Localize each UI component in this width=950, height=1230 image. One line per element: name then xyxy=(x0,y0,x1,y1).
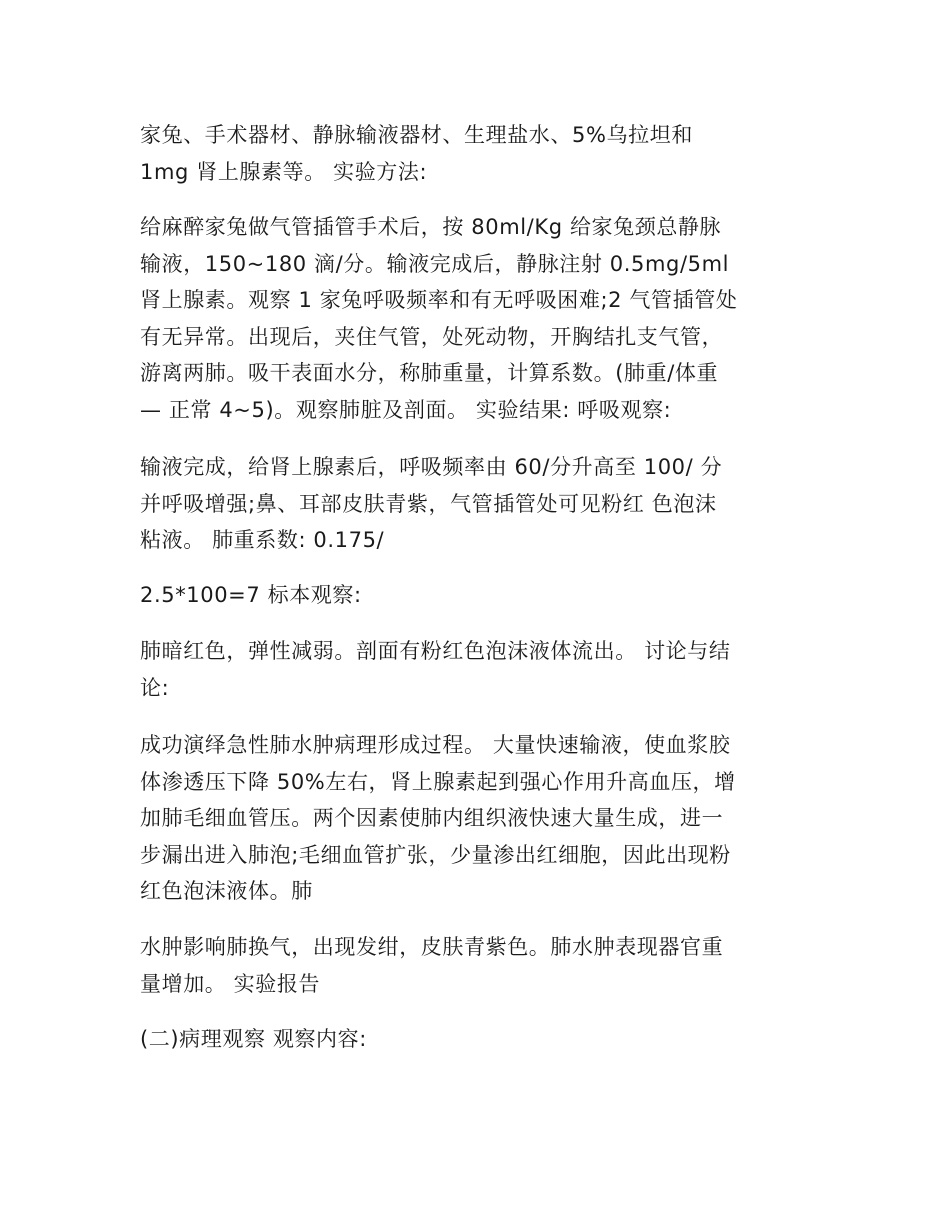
paragraph-method xyxy=(140,209,820,428)
text-line: 论: xyxy=(140,675,170,700)
text-line: 游离两肺。吸干表面水分，称肺重量，计算系数。(肺重/体重 xyxy=(140,361,719,385)
text-line: 红色泡沫液体。肺 xyxy=(140,879,313,903)
text-line: 体渗透压下降 50%左右，肾上腺素起到强心作用升高血压，增 xyxy=(140,769,736,794)
text-line: 有无异常。出现后，夹住气管，处死动物，开胸结扎支气管， xyxy=(140,324,724,349)
paragraph-materials xyxy=(140,117,820,190)
text-line: 家兔、手术器材、静脉输液器材、生理盐水、5%乌拉坦和 xyxy=(140,123,693,147)
text-line: 输液，150~180 滴/分。输液完成后，静脉注射 0.5mg/5ml xyxy=(140,251,730,276)
text-line: 量增加。 实验报告 xyxy=(140,971,321,996)
text-line: — 正常 4~5)。观察肺脏及剖面。 实验结果: 呼吸观察: xyxy=(140,397,672,422)
paragraph-lung-coefficient xyxy=(140,577,820,614)
text-line: 并呼吸增强;鼻、耳部皮肤青紫，气管插管处可见粉红 色泡沫 xyxy=(140,491,717,516)
text-line: 肺暗红色，弹性减弱。剖面有粉红色泡沫液体流出。 讨论与结 xyxy=(140,639,731,663)
paragraph-breathing-result xyxy=(140,449,820,559)
text-line: 2.5*100=7 标本观察: xyxy=(140,583,362,607)
text-line: 输液完成，给肾上腺素后，呼吸频率由 60/分升高至 100/ 分 xyxy=(140,455,723,479)
paragraph-discussion xyxy=(140,727,820,910)
text-line: 水肿影响肺换气，出现发绀，皮肤青紫色。肺水肿表现器官重 xyxy=(140,935,724,959)
text-line: 粘液。 肺重系数: 0.175/ xyxy=(140,528,385,552)
text-line: 1mg 肾上腺素等。 实验方法: xyxy=(140,159,428,184)
text-line: 成功演绎急性肺水肿病理形成过程。 大量快速输液，使血浆胶 xyxy=(140,733,731,757)
text-line: 步漏出进入肺泡;毛细血管扩张，少量渗出红细胞，因此出现粉 xyxy=(140,842,731,867)
text-line: (二)病理观察 观察内容: xyxy=(140,1027,367,1051)
section-heading-pathology xyxy=(140,1021,820,1058)
text-line: 肾上腺素。观察 1 家兔呼吸频率和有无呼吸困难;2 气管插管处 xyxy=(140,288,738,312)
text-line: 给麻醉家兔做气管插管手术后，按 80ml/Kg 给家兔颈总静脉 xyxy=(140,215,722,239)
text-line: 加肺毛细血管压。两个因素使肺内组织液快速大量生成，进一 xyxy=(140,806,724,830)
paragraph-specimen-observation xyxy=(140,633,820,706)
paragraph-conclusion xyxy=(140,929,820,1002)
